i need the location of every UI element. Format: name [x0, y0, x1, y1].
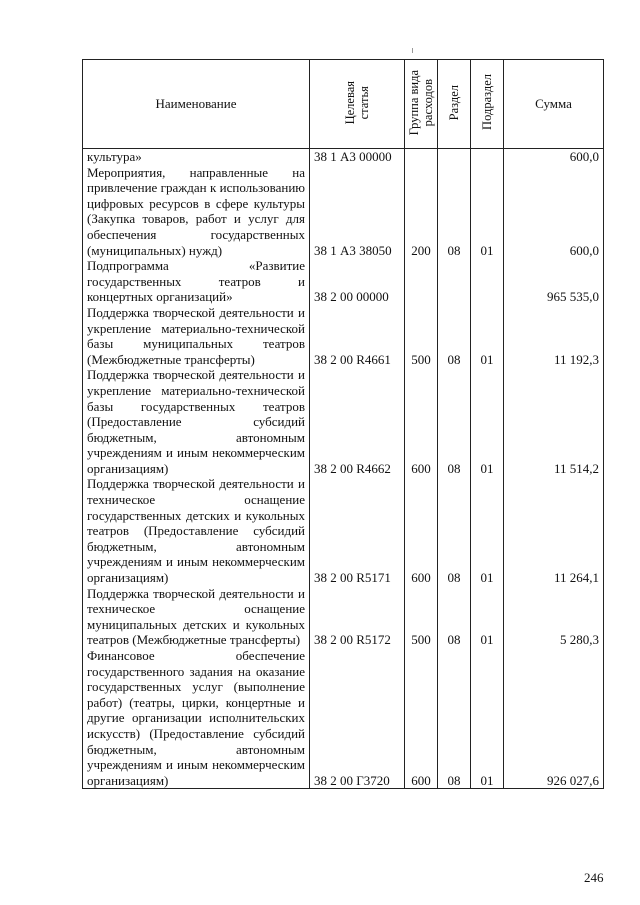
- cell-group: 600: [405, 367, 438, 476]
- cell-sum: 600,0: [504, 165, 604, 259]
- table-row: [83, 149, 604, 165]
- cell-group: 600: [405, 648, 438, 789]
- table-row: [83, 258, 604, 305]
- header-group-label: Группа вида расходов: [407, 69, 435, 135]
- cell-name: Мероприятия, направленные на привлечение граждан к использованию цифровых ресурсов в сфере культуры (Закупка товаров, работ и услуг для обеспечения государственных (муниципальных) нужд): [83, 165, 310, 259]
- table-row: [83, 648, 604, 789]
- cell-target: 38 2 00 Г3720: [310, 648, 405, 789]
- cell-name: культура»: [83, 149, 310, 165]
- table-header: [83, 60, 604, 149]
- table-row: [83, 476, 604, 585]
- cell-subsection: 01: [471, 165, 504, 259]
- cell-subsection: 01: [471, 586, 504, 648]
- cell-group: 500: [405, 305, 438, 367]
- cell-section: 08: [438, 305, 471, 367]
- table-row: [83, 165, 604, 259]
- cell-target: 38 1 А3 38050: [310, 165, 405, 259]
- cell-sum: 926 027,6: [504, 648, 604, 789]
- cell-target: 38 2 00 R5172: [310, 586, 405, 648]
- table-body: [83, 149, 604, 789]
- header-sum: Сумма: [504, 60, 604, 149]
- cell-section: 08: [438, 476, 471, 585]
- header-section: [438, 60, 471, 149]
- scan-mark: [412, 48, 413, 53]
- cell-subsection: 01: [471, 648, 504, 789]
- header-subsection: [471, 60, 504, 149]
- cell-subsection: 01: [471, 367, 504, 476]
- cell-target: 38 1 А3 00000: [310, 149, 405, 165]
- cell-name: Поддержка творческой деятельности и техническое оснащение государственных детских и кукольных театров (Предоставление субсидий бюджетным, автономным учреждениям и иным некоммерческим организациям): [83, 476, 310, 585]
- cell-name: Поддержка творческой деятельности и укрепление материально-технической базы государственных театров (Предоставление субсидий бюджетным, автономным учреждениям и иным некоммерческим организациям): [83, 367, 310, 476]
- table-row: [83, 367, 604, 476]
- cell-target: 38 2 00 00000: [310, 258, 405, 305]
- cell-section: 08: [438, 586, 471, 648]
- header-section-label: Раздел: [447, 84, 461, 120]
- table-row: [83, 586, 604, 648]
- cell-name: Подпрограмма «Развитие государственных театров и концертных организаций»: [83, 258, 310, 305]
- cell-name: Поддержка творческой деятельности и укрепление материально-технической базы муниципальных театров (Межбюджетные трансферты): [83, 305, 310, 367]
- cell-sum: 5 280,3: [504, 586, 604, 648]
- cell-section: 08: [438, 165, 471, 259]
- cell-target: 38 2 00 R4661: [310, 305, 405, 367]
- cell-target: 38 2 00 R4662: [310, 367, 405, 476]
- cell-group: 200: [405, 165, 438, 259]
- header-target: [310, 60, 405, 149]
- cell-sum: 11 264,1: [504, 476, 604, 585]
- cell-target: 38 2 00 R5171: [310, 476, 405, 585]
- header-subsection-label: Подраздел: [480, 74, 494, 131]
- table-row: [83, 305, 604, 367]
- cell-sum: 11 192,3: [504, 305, 604, 367]
- cell-section: [438, 258, 471, 305]
- cell-group: [405, 258, 438, 305]
- cell-sum: 965 535,0: [504, 258, 604, 305]
- cell-group: 600: [405, 476, 438, 585]
- header-group: [405, 60, 438, 149]
- cell-subsection: 01: [471, 305, 504, 367]
- cell-subsection: 01: [471, 476, 504, 585]
- cell-group: [405, 149, 438, 165]
- cell-name: Финансовое обеспечение государственного задания на оказание государственных услуг (выполнение работ) (театры, цирки, концертные и другие организации исполнительских искусств) (Предоставление субсидий бюджетным, автономным учреждениям и иным некоммерческим организациям): [83, 648, 310, 789]
- cell-section: [438, 149, 471, 165]
- cell-subsection: [471, 149, 504, 165]
- cell-name: Поддержка творческой деятельности и техническое оснащение муниципальных детских и кукольных театров (Межбюджетные трансферты): [83, 586, 310, 648]
- header-target-label: Целевая статья: [343, 80, 371, 124]
- cell-sum: 11 514,2: [504, 367, 604, 476]
- cell-section: 08: [438, 367, 471, 476]
- page-number: 246: [584, 870, 604, 885]
- header-name: Наименование: [83, 60, 310, 149]
- budget-table: [82, 59, 604, 789]
- cell-subsection: [471, 258, 504, 305]
- cell-group: 500: [405, 586, 438, 648]
- cell-sum: 600,0: [504, 149, 604, 165]
- cell-section: 08: [438, 648, 471, 789]
